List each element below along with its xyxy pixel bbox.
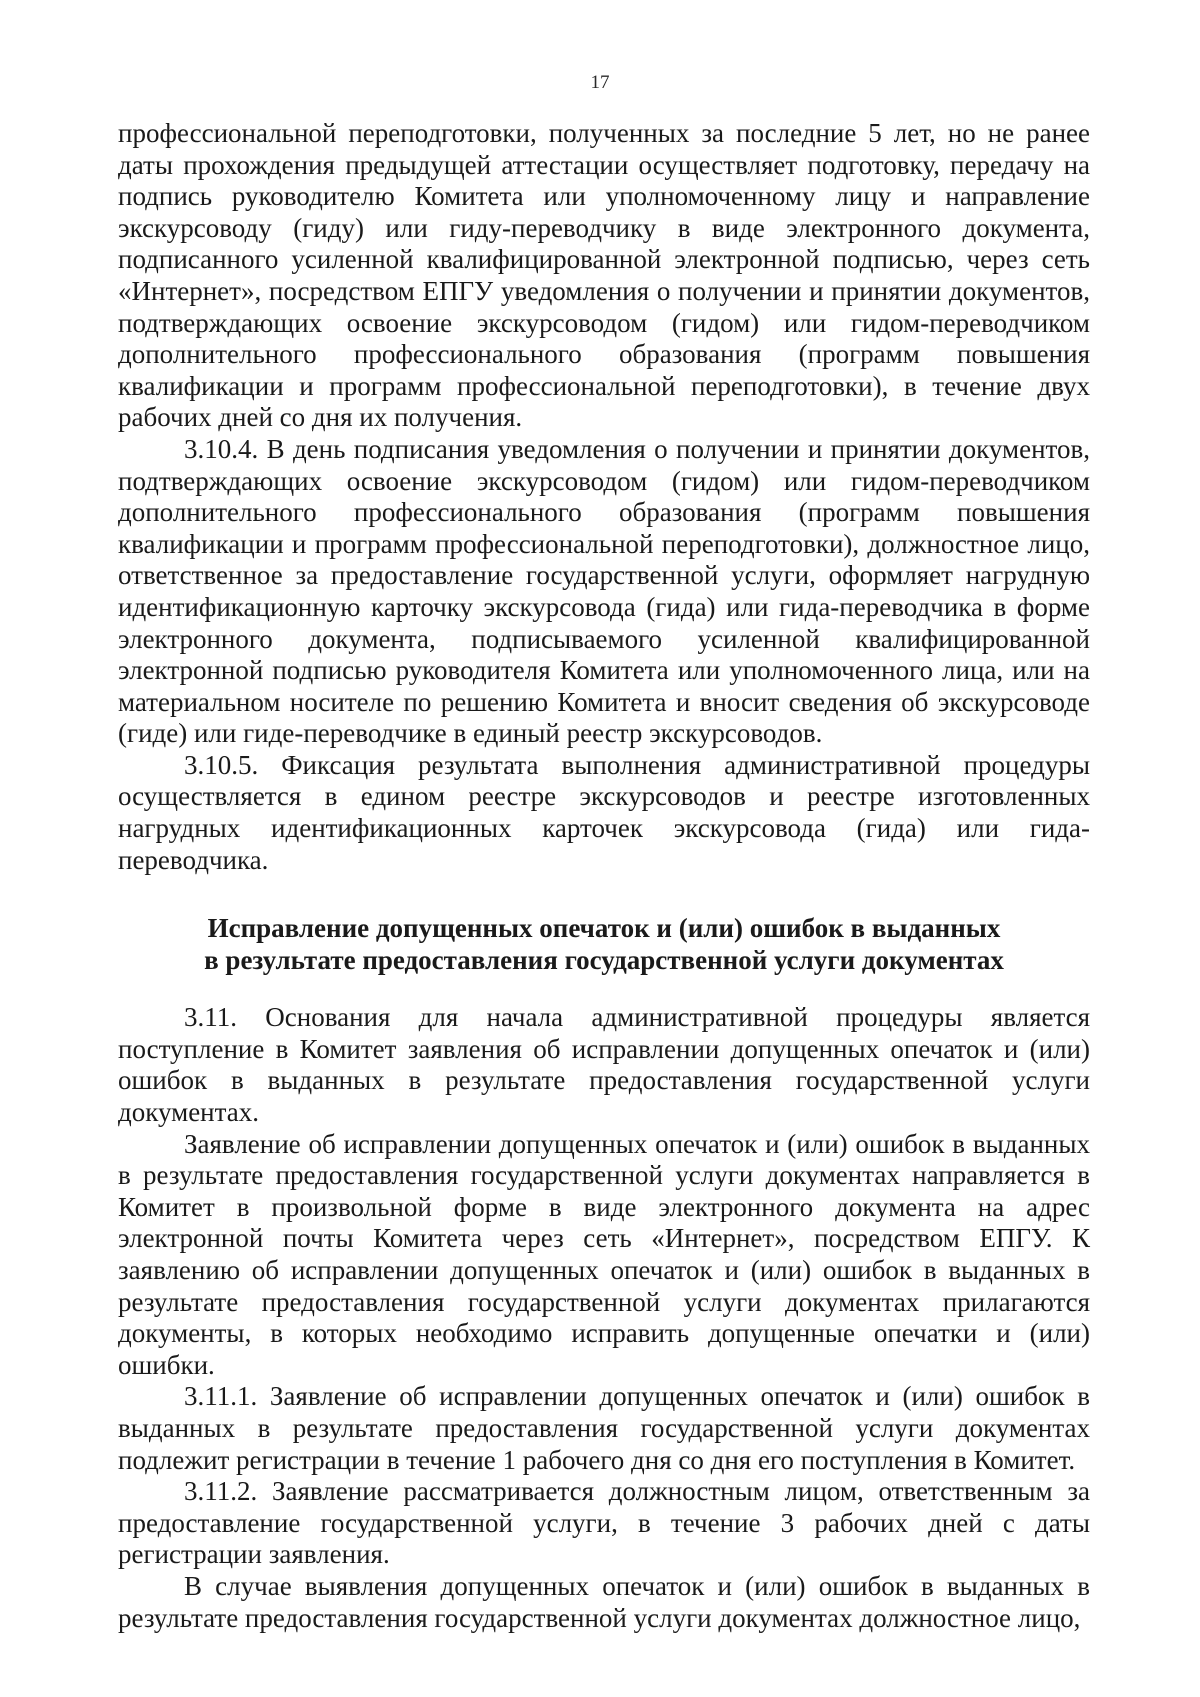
paragraph-3-11-1: 3.11.1. Заявление об исправлении допущенных опечаток и (или) ошибок в выданных в результате предоставления государственной услуги документах подлежит регистрации в течение 1 рабочего дня со дня его поступления в Комитет. xyxy=(118,1381,1090,1475)
section-heading-line-1: Исправление допущенных опечаток и (или) ошибок в выданных xyxy=(207,913,1001,944)
page-number: 17 xyxy=(590,72,610,93)
document-body xyxy=(118,118,1090,1634)
section-heading xyxy=(118,912,1090,976)
paragraph-application-form: Заявление об исправлении допущенных опечаток и (или) ошибок в выданных в результате предоставления государственной услуги документах направляется в Комитет в произвольной форме в виде электронного документа на адрес электронной почты Комитета через сеть «Интернет», посредством ЕПГУ. К заявлению об исправлении допущенных опечаток и (или) ошибок в выданных в результате предоставления государственной услуги документах прилагаются документы, в которых необходимо исправить допущенные опечатки и (или) ошибки. xyxy=(118,1128,1090,1380)
paragraph-3-11: 3.11. Основания для начала административной процедуры является поступление в Комитет заявления об исправлении допущенных опечаток и (или) ошибок в выданных в результате предоставления государственной услуги документах. xyxy=(118,1002,1090,1128)
paragraph-3-10-4: 3.10.4. В день подписания уведомления о получении и принятии документов, подтверждающих освоение экскурсоводом (гидом) или гидом-переводчиком дополнительного профессионального образования (программ повышения квалификации и программ профессиональной переподготовки), должностное лицо, ответственное за предоставление государственной услуги, оформляет нагрудную идентификационную карточку экскурсовода (гида) или гида-переводчика в форме электронного документа, подписываемого усиленной квалифицированной электронной подписью руководителя Комитета или уполномоченного лица, или на материальном носителе по решению Комитета и вносит сведения об экскурсоводе (гиде) или гиде-переводчике в единый реестр экскурсоводов. xyxy=(118,433,1090,749)
paragraph-errors-found: В случае выявления допущенных опечаток и (или) ошибок в выданных в результате предоставления государственной услуги документах должностное лицо, xyxy=(118,1570,1090,1633)
paragraph-3-10-5: 3.10.5. Фиксация результата выполнения административной процедуры осуществляется в едином реестре экскурсоводов и реестре изготовленных нагрудных идентификационных карточек экскурсовода (гида) или гида-переводчика. xyxy=(118,749,1090,875)
paragraph-3-11-2: 3.11.2. Заявление рассматривается должностным лицом, ответственным за предоставление государственной услуги, в течение 3 рабочих дней с даты регистрации заявления. xyxy=(118,1476,1090,1570)
paragraph-continuation: профессиональной переподготовки, полученных за последние 5 лет, но не ранее даты прохождения предыдущей аттестации осуществляет подготовку, передачу на подпись руководителю Комитета или уполномоченному лицу и направление экскурсоводу (гиду) или гиду-переводчику в виде электронного документа, подписанного усиленной квалифицированной электронной подписью, через сеть «Интернет», посредством ЕПГУ уведомления о получении и принятии документов, подтверждающих освоение экскурсоводом (гидом) или гидом-переводчиком дополнительного профессионального образования (программ повышения квалификации и программ профессиональной переподготовки), в течение двух рабочих дней со дня их получения. xyxy=(118,118,1090,433)
section-heading-line-2: в результате предоставления государственной услуги документах xyxy=(204,945,1004,976)
